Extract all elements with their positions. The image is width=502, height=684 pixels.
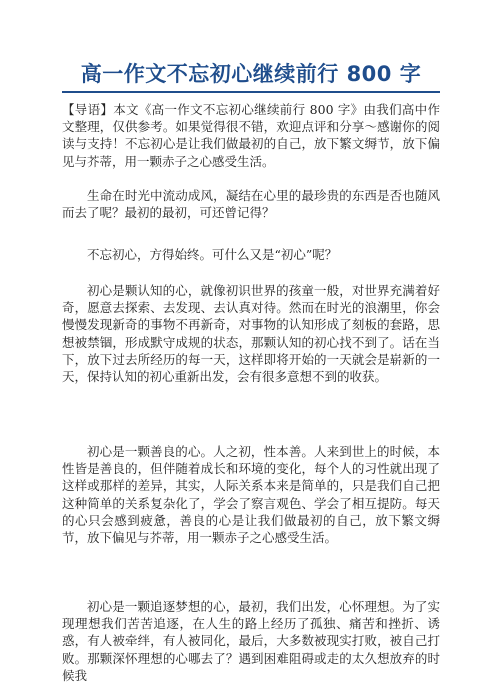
body-paragraph: 不忘初心，方得始终。可什么又是“初心”呢？: [87, 247, 338, 262]
body-paragraph: 生命在时光中流动成风，凝结在心里的最珍贵的东西是否也随风而去了呢？最初的最初，可还曾记得？: [62, 188, 440, 221]
body-paragraph: 初心是一颗善良的心。人之初，性本善。人来到世上的时候，本性皆是善良的，但伴随着成长和环境的变化，每个人的习性就出现了这样或那样的差异，其实，人际关系本来是简单的，只是我们自己把这种简单的关系复杂化了，学会了察言观色、学会了相互提防。每天的心只会感到疲惫，善良的心是让我们做最初的自己，放下繁文缛节，放下偏见与芥蒂，用一颗赤子之心感受生活。: [62, 444, 440, 546]
body-paragraph: 初心是颗认知的心，就像初识世界的孩童一般，对世界充满着好奇，愿意去探索、去发现、去认真对待。然而在时光的浪潮里，你会慢慢发现新奇的事物不再新奇，对事物的认知形成了刻板的套路，思想被禁锢，形成默守成规的状态，那颗认知的初心找不到了。话在当下，放下过去所经历的每一天，这样即将开始的一天就会是崭新的一天，保持认知的初心重新出发，会有很多意想不到的收获。: [62, 283, 440, 385]
intro-paragraph: 【导语】本文《高一作文不忘初心继续前行 800 字》由我们高中作文整理，仅供参考。如果觉得很不错，欢迎点评和分享～感谢你的阅读与支持！不忘初心是让我们做最初的自己，放下繁文缛节，放下偏见与芥蒂，用一颗赤子之心感受生活。: [62, 102, 440, 169]
title-underline: [62, 91, 440, 93]
body-paragraph: 初心是一颗追逐梦想的心，最初，我们出发，心怀理想。为了实现理想我们苦苦追逐，在人生的路上经历了孤独、痛苦和挫折、诱惑，有人被牵绊，有人被同化，最后，大多数被现实打败，被自己打败。那颗深怀理想的心哪去了？遇到困难阻碍或走的太久想放弃的时候我: [62, 599, 440, 683]
page-title: 高一作文不忘初心继续前行 800 字: [80, 62, 422, 86]
